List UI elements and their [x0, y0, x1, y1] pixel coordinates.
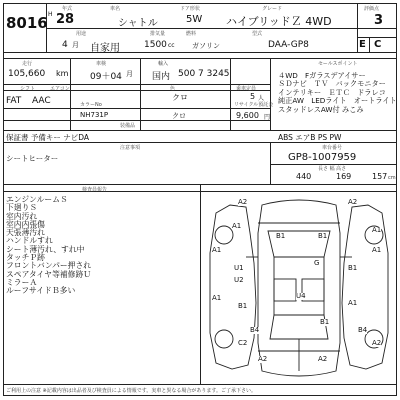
damage-mark: A1: [372, 246, 382, 254]
chassis-part: 500 7 3245: [178, 69, 230, 79]
option-line: 純正AW LEDライト オートライト: [278, 96, 397, 106]
doors-label: ドア形状: [180, 6, 200, 12]
inspection-value: 09＋04: [90, 72, 122, 82]
left-front-wheel: [215, 226, 233, 244]
capacity-value: 5: [250, 92, 256, 101]
damage-mark: B1: [348, 264, 358, 272]
color-code-label: カラーNo: [80, 102, 102, 108]
equipment-list: ABS エアB PS PW: [278, 133, 342, 142]
era-letter: H: [48, 11, 53, 18]
mileage-value: 105,660: [8, 69, 46, 79]
color-code: NH731P: [80, 111, 109, 119]
option-line: インテリキー ＥＴＣ ドラレコ: [278, 87, 386, 97]
note-line: 下廻りＳ: [6, 203, 38, 213]
recycle-label: リサイクル預託金: [234, 102, 274, 108]
recycle-unit: 円: [264, 114, 271, 121]
note-line: エンジンルームＳ: [6, 195, 68, 204]
damage-mark: B4: [358, 326, 368, 334]
color-name-2: クロ: [172, 112, 186, 120]
interior-grade: E: [359, 39, 366, 50]
door-type: 5W: [186, 14, 203, 25]
damage-mark: G: [314, 259, 320, 267]
damage-mark: U1: [234, 264, 244, 272]
displacement-value: 1500: [144, 40, 167, 50]
dims-label: 長さ 幅 高さ: [318, 166, 347, 172]
month-unit: 月: [72, 41, 79, 49]
fuel-value: ガソリン: [192, 42, 220, 50]
car-name-label: 車名: [110, 6, 121, 12]
option-line: ＳＤナビ ＴＶ バックモニター: [278, 79, 386, 89]
color-name: クロ: [172, 93, 188, 102]
damage-mark: A1: [348, 299, 358, 307]
dim-unit: cm: [388, 175, 396, 181]
color-label: 色: [170, 86, 176, 92]
note-line: フロントバンパー押され: [6, 261, 92, 271]
lot-number: 8016: [6, 14, 48, 32]
car-name: シャトル: [118, 18, 158, 29]
usage-value: 自家用: [90, 43, 120, 54]
note-line: 天張薄汚れ: [6, 228, 45, 238]
import-type: 国内: [152, 72, 171, 82]
inspector-notes-list: [6, 196, 91, 296]
transmission-value: FAT: [6, 96, 22, 106]
damage-mark: B1: [318, 232, 328, 240]
damage-mark: U4: [296, 292, 306, 300]
import-label: 輸入: [158, 61, 169, 67]
capacity-label: 乗車定員: [236, 86, 257, 92]
damage-mark: A1: [372, 226, 382, 234]
seat-left: [274, 279, 296, 301]
damage-mark: C2: [238, 339, 248, 347]
usage-label: 用途: [76, 31, 87, 37]
grade-label: グレード: [262, 6, 283, 12]
displacement-label: 排気量: [150, 31, 166, 37]
footer-disclaimer: ご利用上の注意 ※記載内容は出品者及び検査員による情報です。実車と異なる場合があります。ご了承下さい。: [6, 388, 256, 394]
mileage-label: 走行: [22, 61, 33, 67]
damage-mark: A2: [372, 339, 382, 347]
mileage-unit: km: [56, 69, 69, 78]
year-value: 28: [56, 12, 75, 27]
note-line: ルーフサイドＢ多い: [6, 286, 76, 296]
damage-mark: A1: [232, 222, 242, 230]
exterior-grade: C: [374, 39, 382, 50]
notes-text: シートヒーター: [6, 154, 59, 163]
damage-mark: U2: [234, 276, 244, 284]
damage-mark: B1: [276, 232, 286, 240]
transmission-label: シフト: [20, 86, 36, 92]
note-line: 室内内張傷: [6, 219, 45, 229]
height-value: 157: [372, 172, 388, 181]
inspection-unit: 月: [126, 70, 133, 78]
capacity-unit: 人: [258, 95, 265, 102]
option-line: スタッドレスAW付 みこみ: [278, 104, 364, 114]
options-list: [278, 72, 397, 114]
note-line: タッチＰ跡: [6, 253, 45, 263]
chassis-label: 車台番号: [322, 145, 343, 151]
model-label: 型式: [252, 31, 263, 37]
month-value: 4: [62, 40, 68, 50]
chassis-number: GP8-1007959: [288, 152, 357, 163]
grade-value: ハイブリッドＺ 4WD: [226, 15, 332, 28]
note-line: ハンドルすれ: [6, 236, 53, 246]
score-value: 3: [374, 13, 384, 28]
accessories-label: 装備品: [120, 123, 136, 129]
option-line: ４WD Fガラスデアイサー: [278, 71, 366, 80]
left-rear-wheel: [215, 330, 233, 348]
damage-mark: A1: [212, 246, 222, 254]
ac-value: AAC: [32, 96, 51, 106]
length-value: 440: [296, 172, 312, 181]
note-line: 室内汚れ: [6, 211, 38, 221]
damage-mark: B1: [320, 318, 330, 326]
damage-mark: A2: [258, 355, 268, 363]
score-label: 評価点: [364, 6, 380, 12]
options-label: セールスポイント: [318, 61, 358, 67]
inspector-notes-label: 検査員報告: [82, 187, 108, 193]
notes-label: 注意事項: [120, 145, 141, 151]
recycle-fee: 9,600: [236, 111, 259, 120]
width-value: 169: [336, 172, 352, 181]
damage-mark: B4: [250, 326, 260, 334]
damage-mark: A1: [212, 294, 222, 302]
inspection-label: 車検: [96, 61, 107, 67]
model-code: DAA-GP8: [268, 40, 309, 50]
damage-mark: A2: [238, 198, 248, 206]
note-line: ミラーＡ: [6, 277, 38, 287]
note-line: シート薄汚れ、すれ中: [6, 244, 85, 254]
note-line: スペアタイヤ等補修跡Ｕ: [6, 269, 92, 279]
damage-mark: B1: [238, 302, 248, 310]
fuel-label: 燃料: [186, 31, 197, 37]
damage-mark: A2: [318, 355, 328, 363]
displacement-unit: cc: [168, 42, 175, 49]
ac-label: エアコン: [50, 86, 70, 92]
accessories-text: 保証書 予備キー ナビDA: [6, 133, 90, 142]
year-label: 年式: [62, 6, 73, 12]
damage-mark: A2: [348, 198, 358, 206]
